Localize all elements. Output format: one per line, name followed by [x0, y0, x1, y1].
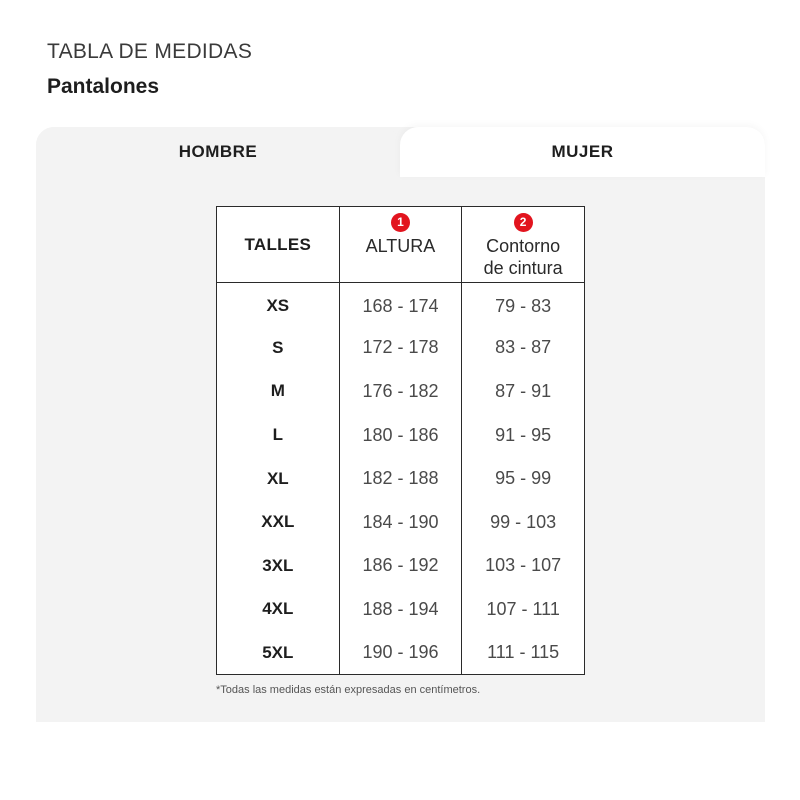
cintura-cell: 79 - 83 [462, 283, 585, 327]
header-altura [339, 207, 462, 283]
header-talles-label: TALLES [244, 234, 312, 254]
table-row [217, 413, 585, 457]
size-table [216, 206, 585, 675]
header-cintura [462, 207, 585, 283]
size-cell: XS [217, 283, 340, 327]
cintura-cell: 107 - 111 [462, 588, 585, 632]
altura-cell: 190 - 196 [339, 631, 462, 675]
table-header-row [217, 207, 585, 283]
table-row [217, 500, 585, 544]
altura-cell: 176 - 182 [339, 370, 462, 414]
size-cell: 3XL [217, 544, 340, 588]
cintura-cell: 95 - 99 [462, 457, 585, 501]
table-row [217, 631, 585, 675]
table-row [217, 588, 585, 632]
page-title: TABLA DE MEDIDAS [47, 40, 253, 63]
tab-hombre[interactable] [36, 127, 400, 177]
table-row [217, 370, 585, 414]
altura-cell: 182 - 188 [339, 457, 462, 501]
footnote: *Todas las medidas están expresadas en centímetros. [216, 684, 481, 696]
size-cell: 5XL [217, 631, 340, 675]
size-cell: XXL [217, 500, 340, 544]
altura-cell: 184 - 190 [339, 500, 462, 544]
cintura-cell: 91 - 95 [462, 413, 585, 457]
table-row [217, 326, 585, 370]
header-cintura-label-line2: de cintura [483, 258, 563, 278]
size-cell: XL [217, 457, 340, 501]
header-altura-label: ALTURA [365, 236, 436, 256]
cintura-cell: 87 - 91 [462, 370, 585, 414]
tab-mujer-label: MUJER [551, 142, 614, 161]
header-cintura-label-line1: Contorno [486, 236, 561, 256]
altura-cell: 180 - 186 [339, 413, 462, 457]
size-cell: 4XL [217, 588, 340, 632]
cintura-cell: 103 - 107 [462, 544, 585, 588]
tab-mujer[interactable] [400, 127, 765, 177]
header-talles [217, 207, 340, 283]
altura-cell: 168 - 174 [339, 283, 462, 327]
table-row [217, 457, 585, 501]
altura-cell: 186 - 192 [339, 544, 462, 588]
size-cell: L [217, 413, 340, 457]
altura-cell: 188 - 194 [339, 588, 462, 632]
altura-cell: 172 - 178 [339, 326, 462, 370]
cintura-cell: 99 - 103 [462, 500, 585, 544]
size-cell: S [217, 326, 340, 370]
size-cell: M [217, 370, 340, 414]
cintura-cell: 83 - 87 [462, 326, 585, 370]
table-row [217, 283, 585, 327]
page-subtitle: Pantalones [47, 75, 160, 98]
cintura-number-badge: 2 [514, 213, 533, 232]
table-row [217, 544, 585, 588]
cintura-cell: 111 - 115 [462, 631, 585, 675]
tab-hombre-label: HOMBRE [178, 142, 258, 161]
altura-number-badge: 1 [391, 213, 410, 232]
